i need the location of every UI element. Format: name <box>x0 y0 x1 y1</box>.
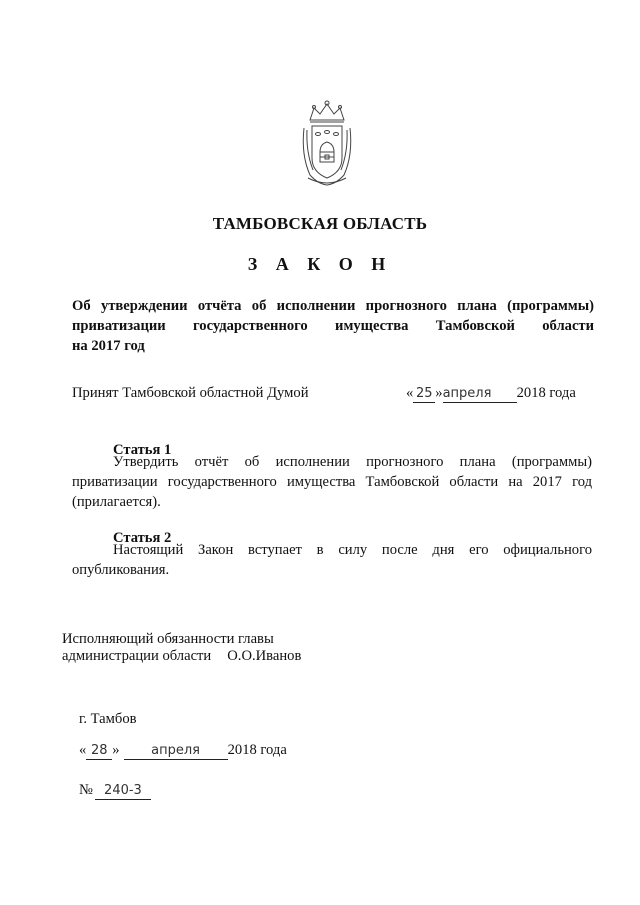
adoption-date <box>406 385 576 403</box>
signatory-title-line-2: администрации области <box>62 648 212 664</box>
document-type-title: З А К О Н <box>247 254 393 274</box>
signing-date <box>79 742 287 760</box>
article-1-heading: Статья 1 <box>113 442 172 458</box>
signing-open-quote: « <box>79 742 87 758</box>
adoption-day: 25 <box>413 386 435 403</box>
signing-day: 28 <box>86 743 112 760</box>
subject-line-2: приватизации государственного имущества Тамбовской области <box>72 318 594 334</box>
coat-of-arms-icon <box>298 100 356 186</box>
signatory-name: О.О.Иванов <box>227 648 302 664</box>
signing-city: г. Тамбов <box>79 711 137 727</box>
adoption-month: апреля <box>443 386 517 403</box>
article-1-text: Утвердить отчёт об исполнении прогнозного плана (программы) приватизации государственного имущества Тамбовской области на 2017 год (прилагается). <box>72 454 592 510</box>
signing-month: апреля <box>124 743 228 760</box>
adoption-close-quote: » <box>435 385 443 401</box>
subject-line-1: Об утверждении отчёта об исполнении прогнозного плана (программы) <box>72 298 594 314</box>
signatory-title-line-1: Исполняющий обязанности главы <box>62 631 274 647</box>
signing-close-quote: » <box>112 742 120 758</box>
signatory-block <box>62 631 301 665</box>
adoption-open-quote: « <box>406 385 414 401</box>
signing-year: 2018 года <box>227 742 287 758</box>
region-title: ТАМБОВСКАЯ ОБЛАСТЬ <box>212 214 428 233</box>
adoption-year: 2018 года <box>516 385 576 401</box>
registration-number-prefix: № <box>79 782 93 798</box>
subject-line-3: на 2017 год <box>72 338 145 354</box>
registration-number <box>79 782 151 800</box>
article-2-text: Настоящий Закон вступает в силу после дня его официального опубликования. <box>72 542 592 578</box>
law-subject-title <box>72 296 594 356</box>
adoption-statement: Принят Тамбовской областной Думой <box>72 385 309 401</box>
article-2-heading: Статья 2 <box>113 530 172 546</box>
registration-number-value: 240-3 <box>95 783 151 800</box>
